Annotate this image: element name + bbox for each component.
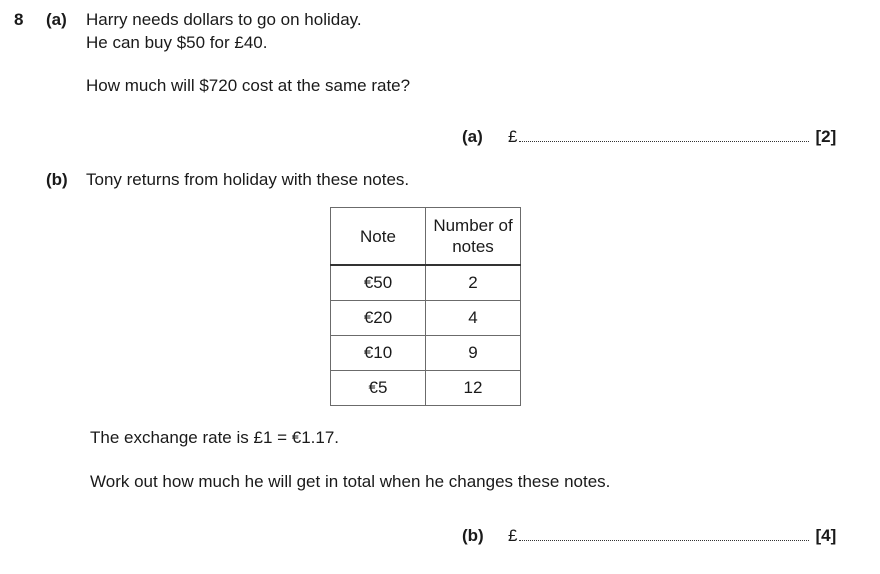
part-a-marks: [2] bbox=[815, 127, 837, 146]
note-count: 9 bbox=[426, 336, 521, 371]
part-b-answer-line[interactable] bbox=[462, 526, 836, 546]
exchange-rate-text: The exchange rate is £1 = €1.17. bbox=[90, 428, 340, 447]
table-row bbox=[331, 371, 521, 406]
note-value: €5 bbox=[331, 371, 426, 406]
note-count: 2 bbox=[426, 265, 521, 301]
table-row bbox=[331, 265, 521, 301]
part-a-label: (a) bbox=[46, 10, 67, 29]
part-b-prompt: Work out how much he will get in total when he changes these notes. bbox=[90, 472, 611, 491]
part-a-answer-line[interactable] bbox=[462, 127, 836, 147]
question-number: 8 bbox=[14, 10, 24, 29]
part-b-answer-field[interactable] bbox=[519, 526, 809, 541]
notes-table-header-count bbox=[426, 208, 521, 266]
part-a-answer-label: (a) bbox=[462, 127, 483, 146]
notes-table-header-note: Note bbox=[331, 208, 426, 266]
part-a-line2: He can buy $50 for £40. bbox=[86, 33, 268, 52]
note-value: €10 bbox=[331, 336, 426, 371]
part-b-answer-label: (b) bbox=[462, 526, 484, 545]
table-row bbox=[331, 336, 521, 371]
note-value: €50 bbox=[331, 265, 426, 301]
note-count: 4 bbox=[426, 301, 521, 336]
note-value: €20 bbox=[331, 301, 426, 336]
part-a-line1: Harry needs dollars to go on holiday. bbox=[86, 10, 362, 29]
part-a-answer-field[interactable] bbox=[519, 127, 809, 142]
part-b-marks: [4] bbox=[815, 526, 837, 545]
part-b-label: (b) bbox=[46, 170, 68, 189]
part-a-prompt: How much will $720 cost at the same rate? bbox=[86, 76, 411, 95]
notes-table bbox=[330, 207, 521, 406]
notes-table-header-row bbox=[331, 208, 521, 266]
part-b-intro: Tony returns from holiday with these notes. bbox=[86, 170, 410, 189]
part-a-currency: £ bbox=[508, 127, 518, 146]
table-row bbox=[331, 301, 521, 336]
note-count: 12 bbox=[426, 371, 521, 406]
notes-table-header-count-text: Number of notes bbox=[433, 216, 513, 256]
part-b-currency: £ bbox=[508, 526, 518, 545]
